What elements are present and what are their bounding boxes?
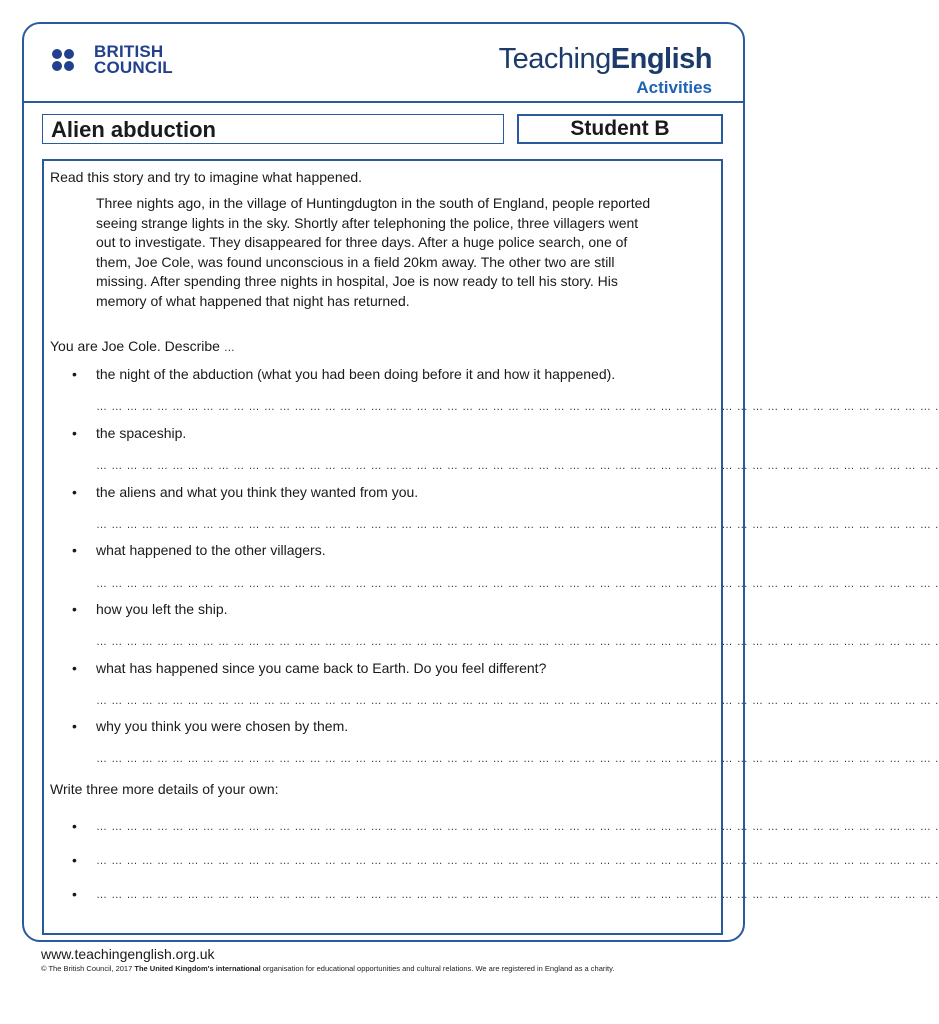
copyright-a: © The British Council, 2017 <box>41 964 135 973</box>
bullet-icon: • <box>72 660 77 676</box>
item-text: the spaceship. <box>96 425 187 441</box>
story-line: out to investigate. They disappeared for three days. After a huge police search, one of <box>96 234 628 250</box>
bullet-icon: • <box>72 542 77 558</box>
copyright-c: organisation for educational opportunities and cultural relations. We are registered in England as a charity. <box>260 964 615 973</box>
answer-line[interactable]: … … … … … … … … … … … … … … … … … … … … … … … … … … … … … … … … … … … … … … … … … … … … … … … … … … … … … … … . <box>96 519 939 531</box>
story-line: missing. After spending three nights in hospital, Joe is now ready to tell his story. His <box>96 273 618 289</box>
footer-copyright <box>41 964 614 973</box>
story-line: them, Joe Cole, was found unconscious in a field 20km away. The other two are still <box>96 253 615 270</box>
item-text: how you left the ship. <box>96 601 228 617</box>
bc-line2: COUNCIL <box>94 58 173 77</box>
story-line: memory of what happened that night has returned. <box>96 292 410 309</box>
extra-answer-line[interactable]: … … … … … … … … … … … … … … … … … … … … … … … … … … … … … … … … … … … … … … … … … … … … … … … … … … … … … … … . <box>96 855 939 867</box>
title-box <box>42 114 504 144</box>
extra-answer-line[interactable]: … … … … … … … … … … … … … … … … … … … … … … … … … … … … … … … … … … … … … … … … … … … … … … … … … … … … … … … . <box>96 889 939 901</box>
bullet-icon: • <box>72 601 77 617</box>
footer-url[interactable]: www.teachingenglish.org.uk <box>41 946 215 962</box>
answer-line[interactable]: … … … … … … … … … … … … … … … … … … … … … … … … … … … … … … … … … … … … … … … … … … … … … … … … … … … … … … … . <box>96 695 939 707</box>
describe-prompt-ellipsis: … <box>223 342 235 354</box>
describe-prompt-text: You are Joe Cole. Describe <box>50 338 220 354</box>
extra-answer-line[interactable]: … … … … … … … … … … … … … … … … … … … … … … … … … … … … … … … … … … … … … … … … … … … … … … … … … … … … … … … . <box>96 821 939 833</box>
bullet-icon: • <box>72 852 77 868</box>
bullet-icon: • <box>72 886 77 902</box>
bullet-icon: • <box>72 425 77 441</box>
teachingenglish-logo <box>499 42 712 98</box>
story-line: Three nights ago, in the village of Huntingdugton in the south of England, people reported <box>96 195 651 211</box>
item-text: the aliens and what you think they wanted from you. <box>96 484 419 500</box>
item-text: what happened to the other villagers. <box>96 542 326 558</box>
intro-text: Read this story and try to imagine what happened. <box>50 169 363 185</box>
answer-line[interactable]: … … … … … … … … … … … … … … … … … … … … … … … … … … … … … … … … … … … … … … … … … … … … … … … … … … … … … … … . <box>96 578 939 590</box>
more-details-prompt: Write three more details of your own: <box>50 781 279 797</box>
answer-line[interactable]: … … … … … … … … … … … … … … … … … … … … … … … … … … … … … … … … … … … … … … … … … … … … … … … … … … … … … … … . <box>96 460 939 472</box>
te-light: Teaching <box>498 43 611 75</box>
answer-line[interactable]: … … … … … … … … … … … … … … … … … … … … … … … … … … … … … … … … … … … … … … … … … … … … … … … … … … … … … … … . <box>96 636 939 648</box>
item-text: the night of the abduction (what you had been doing before it and how it happened). <box>96 366 616 382</box>
header-divider <box>22 101 745 103</box>
item-text: what has happened since you came back to Earth. Do you feel different? <box>96 660 547 676</box>
student-box <box>517 114 723 144</box>
story-line: seeing strange lights in the sky. Shortly after telephoning the police, three villagers went <box>96 214 639 231</box>
answer-line[interactable]: … … … … … … … … … … … … … … … … … … … … … … … … … … … … … … … … … … … … … … … … … … … … … … … … … … … … … … … . <box>96 753 939 765</box>
british-council-logo <box>52 44 173 76</box>
answer-line[interactable]: … … … … … … … … … … … … … … … … … … … … … … … … … … … … … … … … … … … … … … … … … … … … … … … … … … … … … … … . <box>96 401 939 413</box>
british-council-dots-icon <box>52 49 86 71</box>
copyright-b: The United Kingdom's international <box>134 964 261 973</box>
student-label: Student B <box>570 117 670 140</box>
bullet-icon: • <box>72 366 77 382</box>
te-bold: English <box>610 43 712 75</box>
page-title: Alien abduction <box>51 117 216 142</box>
bc-line1: BRITISH <box>94 42 164 61</box>
item-text: why you think you were chosen by them. <box>96 718 349 734</box>
title-row <box>42 114 723 144</box>
bullet-icon: • <box>72 818 77 834</box>
bullet-icon: • <box>72 484 77 500</box>
activities-label: Activities <box>636 78 712 97</box>
describe-prompt <box>50 337 235 359</box>
bullet-icon: • <box>72 718 77 734</box>
story-paragraph <box>96 194 716 311</box>
